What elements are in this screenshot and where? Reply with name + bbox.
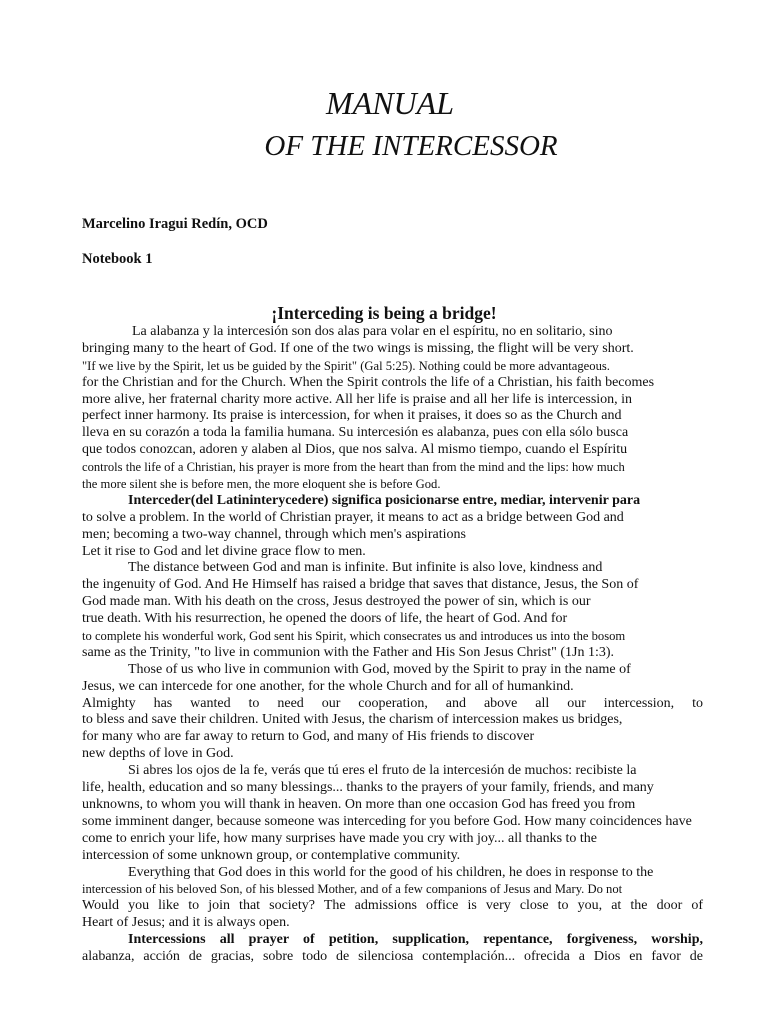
text-line: bringing many to the heart of God. If one of the two wings is missing, the flight will be very short. <box>82 340 634 356</box>
text-line: same as the Trinity, "to live in communion with the Father and His Son Jesus Christ" (1Jn 1:3). <box>82 644 614 660</box>
body-text <box>82 324 768 966</box>
text-line: Heart of Jesus; and it is always open. <box>82 915 290 931</box>
text-line: unknowns, to whom you will thank in heaven. On more than one occasion God has freed you from <box>82 796 636 812</box>
text-line: to complete his wonderful work, God sent his Spirit, which consecrates us and introduces us into the bosom <box>82 629 626 644</box>
text-line: The distance between God and man is infinite. But infinite is also love, kindness and <box>128 560 603 576</box>
text-line: "If we live by the Spirit, let us be guided by the Spirit" (Gal 5:25). Nothing could be more advantageous. <box>82 358 610 373</box>
text-line: the more silent she is before men, the more eloquent she is before God. <box>82 477 441 492</box>
notebook-label: Notebook 1 <box>82 251 153 267</box>
document-subtitle: OF THE INTERCESSOR <box>264 130 558 162</box>
text-line: men; becoming a two-way channel, through which men's aspirations <box>82 526 466 542</box>
text-line: Let it rise to God and let divine grace flow to men. <box>82 543 366 559</box>
text-line: lleva en su corazón a toda la familia humana. Su intercesión es alabanza, pues con ella sólo busca <box>82 425 629 441</box>
text-line: Jesus, we can intercede for one another, for the whole Church and for all of humankind. <box>82 678 574 694</box>
text-line: come to enrich your life, how many surprises have made you cry with joy... all thanks to the <box>82 830 598 846</box>
text-line: the ingenuity of God. And He Himself has raised a bridge that saves that distance, Jesus, the Son of <box>82 577 639 593</box>
text-line: for many who are far away to return to God, and many of His friends to discover <box>82 729 535 745</box>
text-line: La alabanza y la intercesión son dos alas para volar en el espíritu, no en solitario, sino <box>132 324 613 339</box>
text-line: for the Christian and for the Church. When the Spirit controls the life of a Christian, his faith becomes <box>82 374 655 390</box>
text-line: Si abres los ojos de la fe, verás que tú eres el fruto de la intercesión de muchos: recibiste la <box>128 763 637 779</box>
text-line: que todos conozcan, adoren y alaben al Dios, que nos salva. Al mismo tiempo, cuando el Espíritu <box>82 442 628 458</box>
text-line: God made man. With his death on the cross, Jesus destroyed the power of sin, which is our <box>82 594 591 610</box>
text-line: more alive, her fraternal charity more active. All her life is praise and all her life is intercession, in <box>82 391 633 407</box>
text-line: Those of us who live in communion with God, moved by the Spirit to pray in the name of <box>128 661 631 677</box>
text-line: to solve a problem. In the world of Christian prayer, it means to act as a bridge between God and <box>82 509 624 525</box>
text-line: life, health, education and so many blessings... thanks to the prayers of your family, friends, and many <box>82 780 654 796</box>
text-line: alabanza, acción de gracias, sobre todo de silenciosa contemplación... ofrecida a Dios en favor de <box>82 948 703 964</box>
text-line: new depths of love in God. <box>82 746 234 762</box>
text-line: intercession of some unknown group, or contemplative community. <box>82 847 461 863</box>
text-line: controls the life of a Christian, his prayer is more from the heart than from the mind and the lips: how much <box>82 460 625 475</box>
text-line: Almighty has wanted to need our cooperation, and above all our intercession, to <box>82 695 703 711</box>
text-line: some imminent danger, because someone was interceding for you before God. How many coincidences have <box>82 813 692 829</box>
text-line: Everything that God does in this world for the good of his children, he does in response to the <box>128 864 654 880</box>
text-line: to bless and save their children. United with Jesus, the charism of intercession makes us bridges, <box>82 712 623 728</box>
text-line: Interceder(del Latininterycedere) significa posicionarse entre, mediar, intervenir para <box>128 492 641 508</box>
author-name: Marcelino Iragui Redín, OCD <box>82 216 268 232</box>
text-line: intercession of his beloved Son, of his blessed Mother, and of a few companions of Jesus and Mary. Do not <box>82 882 623 897</box>
text-line: true death. With his resurrection, he opened the doors of life, the heart of God. And for <box>82 611 568 627</box>
text-line: perfect inner harmony. Its praise is intercession, for when it praises, it does so as the Church and <box>82 408 622 424</box>
section-heading: ¡Interceding is being a bridge! <box>271 303 497 323</box>
document-title: MANUAL <box>326 85 454 121</box>
text-line: Intercessions all prayer of petition, supplication, repentance, forgiveness, worship, <box>128 932 703 948</box>
text-line: Would you like to join that society? The admissions office is very close to you, at the door of <box>82 898 703 914</box>
